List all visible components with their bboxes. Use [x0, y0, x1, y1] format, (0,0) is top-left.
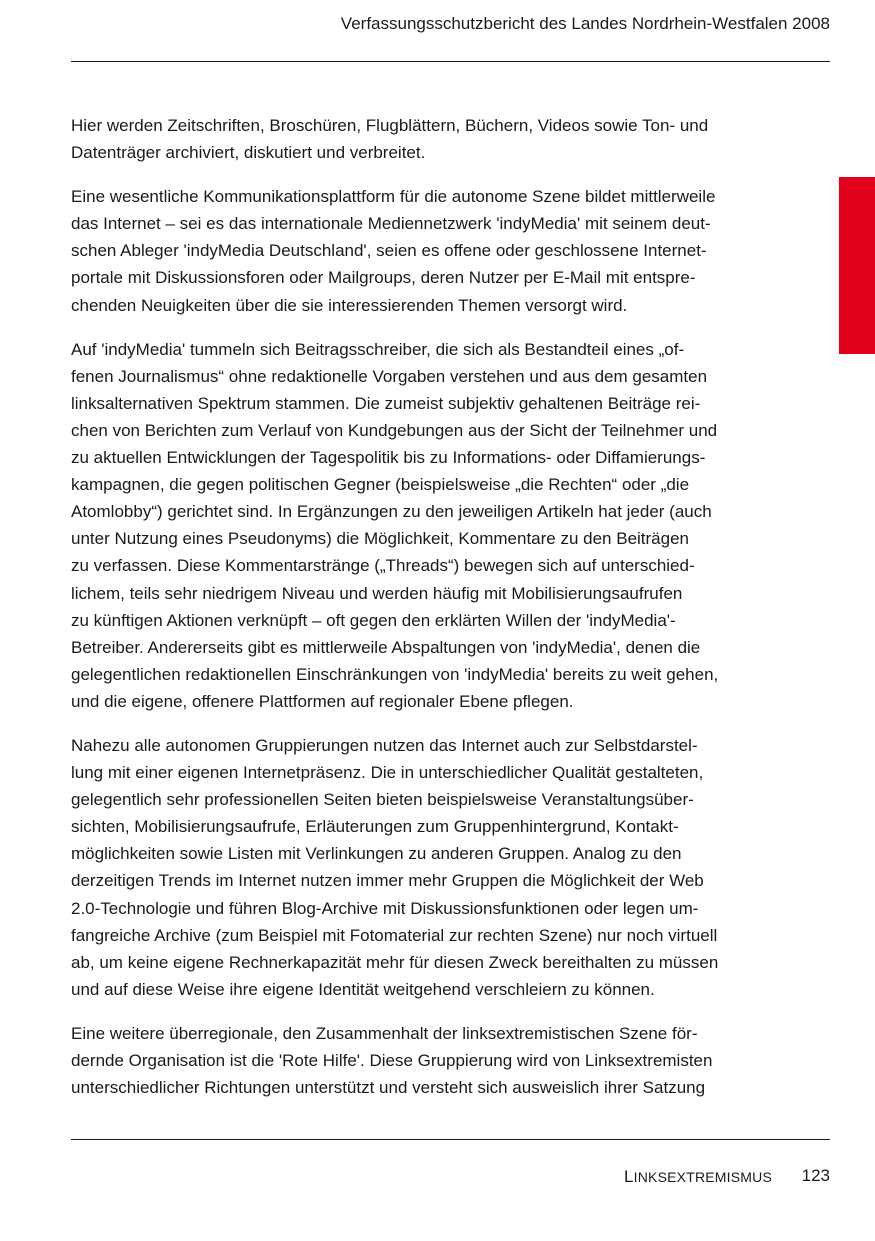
- paragraph: [71, 336, 791, 715]
- chapter-marker-tab: [839, 177, 875, 354]
- footer-section-initial: L: [623, 1167, 634, 1186]
- text-line: fenen Journalismus“ ohne redaktionelle Vorgaben verstehen und aus dem gesamten: [71, 366, 708, 386]
- text-line: Nahezu alle autonomen Gruppierungen nutzen das Internet auch zur Selbstdarstel-: [71, 735, 698, 755]
- text-line: gelegentlich sehr professionellen Seiten bieten beispielsweise Veranstaltungsüber-: [71, 790, 694, 810]
- text-line: und die eigene, offenere Plattformen auf regionaler Ebene pflegen.: [71, 691, 574, 711]
- page-number: 123: [801, 1166, 830, 1185]
- text-line: 2.0-Technologie und führen Blog-Archive mit Diskussionsfunktionen oder legen um-: [71, 898, 699, 918]
- text-line: sichten, Mobilisierungsaufrufe, Erläuterungen zum Gruppenhintergrund, Kontakt-: [71, 817, 679, 837]
- text-line: Eine wesentliche Kommunikationsplattform für die autonome Szene bildet mittlerweile: [71, 187, 716, 207]
- text-line: schen Ableger 'indyMedia Deutschland', seien es offene oder geschlossene Internet-: [71, 241, 707, 261]
- text-line: und auf diese Weise ihre eigene Identität weitgehend verschleiern zu können.: [71, 979, 655, 999]
- text-line: lichem, teils sehr niedrigem Niveau und werden häufig mit Mobilisierungsaufrufen: [71, 583, 683, 603]
- text-line: linksalternativen Spektrum stammen. Die zumeist subjektiv gehaltenen Beiträge rei-: [71, 393, 701, 413]
- text-line: möglichkeiten sowie Listen mit Verlinkungen zu anderen Gruppen. Analog zu den: [71, 844, 682, 864]
- text-line: Atomlobby“) gerichtet sind. In Ergänzungen zu den jeweiligen Artikeln hat jeder (auch: [71, 502, 712, 522]
- running-header-title: Verfassungsschutzbericht des Landes Nordrhein-Westfalen 2008: [340, 14, 830, 33]
- text-line: kampagnen, die gegen politischen Gegner (beispielsweise „die Rechten“ oder „die: [71, 475, 690, 495]
- text-line: unter Nutzung eines Pseudonyms) die Möglichkeit, Kommentare zu den Beiträgen: [71, 529, 690, 549]
- text-line: fangreiche Archive (zum Beispiel mit Fotomaterial zur rechten Szene) nur noch virtuell: [71, 925, 718, 945]
- footer-rule: [71, 1139, 830, 1140]
- text-line: lung mit einer eigenen Internetpräsenz. Die in unterschiedlicher Qualität gestalteten,: [71, 763, 704, 783]
- text-line: unterschiedlicher Richtungen unterstützt und versteht sich ausweislich ihrer Satzung: [71, 1078, 706, 1098]
- paragraph: [71, 183, 791, 318]
- body-text: [71, 112, 791, 1118]
- text-line: zu verfassen. Diese Kommentarstränge („Threads“) bewegen sich auf unterschied-: [71, 556, 695, 576]
- text-line: chenden Neuigkeiten über die sie interessierenden Themen versorgt wird.: [71, 295, 628, 315]
- text-line: Betreiber. Andererseits gibt es mittlerweile Abspaltungen von 'indyMedia', denen die: [71, 637, 701, 657]
- text-line: dernde Organisation ist die 'Rote Hilfe'. Diese Gruppierung wird von Linksextremisten: [71, 1051, 713, 1070]
- text-line: zu aktuellen Entwicklungen der Tagespolitik bis zu Informations- oder Diffamierungs-: [71, 448, 706, 468]
- paragraph: [71, 112, 791, 166]
- text-line: chen von Berichten zum Verlauf von Kundgebungen aus der Sicht der Teilnehmer und: [71, 420, 718, 440]
- text-line: zu künftigen Aktionen verknüpft – oft gegen den erklärten Willen der 'indyMedia'-: [71, 610, 676, 630]
- text-line: portale mit Diskussionsforen oder Mailgroups, deren Nutzer per E-Mail mit entspre-: [71, 268, 696, 288]
- header-rule: [71, 61, 830, 62]
- text-line: gelegentlichen redaktionellen Einschränkungen von 'indyMedia' bereits zu weit gehen,: [71, 664, 719, 684]
- footer-section-title: [624, 1167, 772, 1187]
- text-line: das Internet – sei es das internationale Mediennetzwerk 'indyMedia' mit seinem deut-: [71, 214, 711, 234]
- text-line: Hier werden Zeitschriften, Broschüren, Flugblättern, Büchern, Videos sowie Ton- und: [71, 116, 709, 135]
- text-line: Auf 'indyMedia' tummeln sich Beitragsschreiber, die sich als Bestandteil eines „of-: [71, 339, 685, 359]
- text-line: Eine weitere überregionale, den Zusammenhalt der linksextremistischen Szene för-: [71, 1023, 698, 1043]
- paragraph: [71, 732, 791, 1003]
- text-line: Datenträger archiviert, diskutiert und verbreitet.: [71, 143, 426, 163]
- footer-section-rest: INKSEXTREMISMUS: [633, 1169, 772, 1185]
- text-line: ab, um keine eigene Rechnerkapazität mehr für diesen Zweck bereithalten zu müssen: [71, 952, 719, 972]
- paragraph: [71, 1020, 791, 1101]
- text-line: derzeitigen Trends im Internet nutzen immer mehr Gruppen die Möglichkeit der Web: [71, 871, 704, 891]
